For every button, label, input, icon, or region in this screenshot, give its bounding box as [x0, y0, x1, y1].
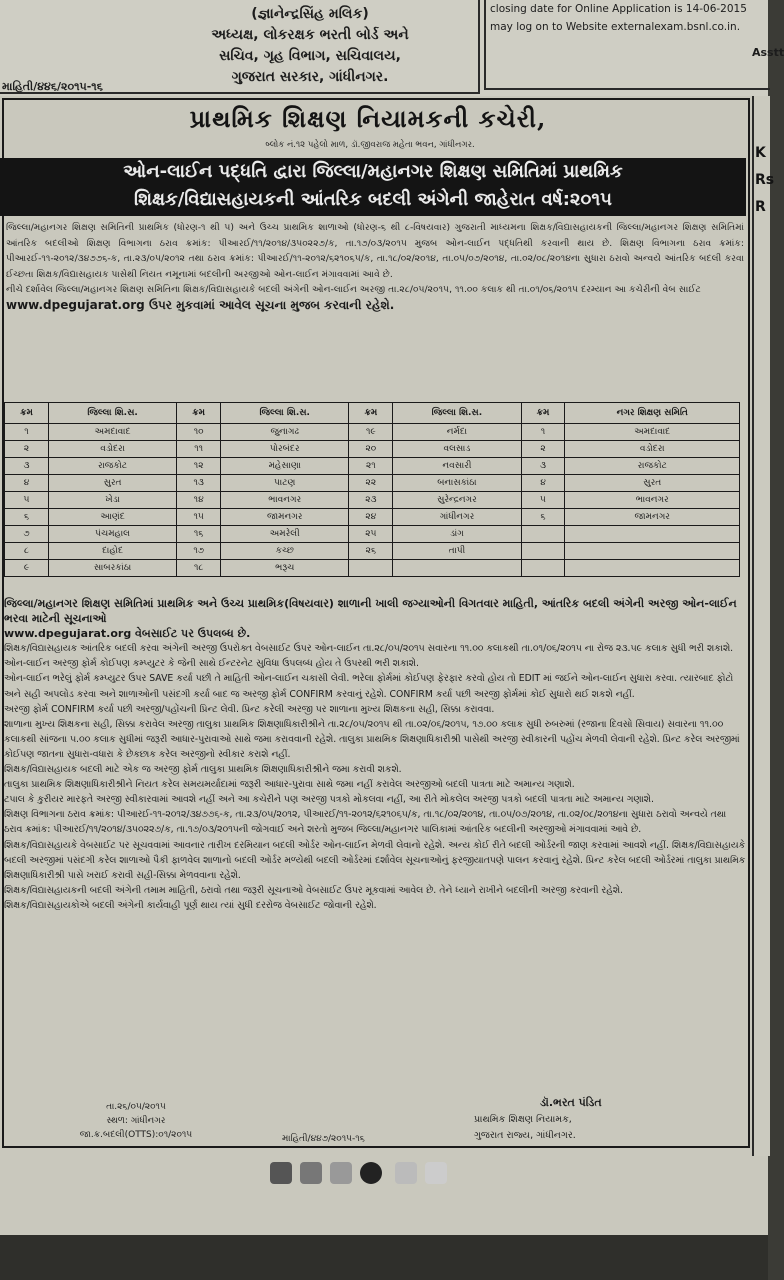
strip-letter-1: K [755, 145, 766, 161]
table-cell: નર્મદા [393, 424, 521, 441]
instruction-9: શિક્ષણ વિભાગના ઠરાવ ક્રમાંક: પીઆરઈ-૧૧-૨૦૧૨/૩૪૭૭૬-ક, તા.૨૩/૦૫/૨૦૧૨, પીઆરઈ/૧૧-૨૦૧૨/૬૨૧૦૬૫/ક, તા.૧૮/૦૨/૨૦૧૪, તા.૦૫/૦૭/૨૦૧૪, તા.૦૨/૦૮/૨૦૧૪ના સુધારા ઠરાવો અન્વયે તથા ઠરાવ ક્રમાંક: પીઆરઈ/૧૧/૨૦૧૪/૩૫૦૨૨૭/ક, તા.૧૭/૦૩/૨૦૧૫ની જોગવાઈ અને શરતો મુજબ જિલ્લા/મહાનગર પાલિકામાં આંતરિક બદલીની અરજીઓ મંગાવવામાં આવે છે. [4, 809, 727, 836]
table-cell: ૨ [5, 441, 49, 458]
table-cell: અમદાવાદ [48, 424, 176, 441]
adjacent-column-strip [752, 96, 770, 1156]
prev-line-3: સચિવ, ગૃહ વિભાગ, સચિવાલય, [219, 48, 401, 64]
registration-mark [270, 1162, 292, 1184]
table-row [5, 526, 740, 543]
table-row [5, 560, 740, 577]
banner-line-2: શિક્ષક/વિદ્યાસહાયકની આંતરિક બદલી અંગેની જાહેરાત વર્ષ:૨૦૧૫ [134, 189, 612, 210]
table-cell [521, 543, 565, 560]
instruction-1: જિલ્લા/મહાનગર શિક્ષણ સમિતિમાં પ્રાથમિક અને ઉચ્ચ પ્રાથમિક(વિષયવાર) શાળાની ખાલી જગ્યાઓની વિગતવાર માહિતી, આંતરિક બદલી અંગેની અરજી ઓન-લાઈન ભરવા માટેની સૂચનાઓ [4, 597, 737, 626]
table-cell: જામનગર [565, 509, 740, 526]
instruction-11: શિક્ષક/વિદ્યાસહાયકની બદલી અંગેની તમામ માહિતી, ઠરાવો તથા જરૂરી સૂચનાઓ વેબસાઈટ ઉપર મૂકવામાં આવેલ છે. તેને ધ્યાને રાખીને બદલીની અરજી કરવાની રહેશે. [4, 884, 623, 896]
table-cell: ૧૩ [177, 475, 221, 492]
table-row [5, 458, 740, 475]
notice-date: તા.૨૬/૦૫/૨૦૧૫ [106, 1102, 166, 1112]
table-cell: ૨૬ [349, 543, 393, 560]
notice-instructions [4, 596, 746, 913]
table-cell: ૯ [5, 560, 49, 577]
info-ref-number: માહિતી/૪૪૭/૨૦૧૫-૧૬ [282, 1134, 365, 1144]
prev-line-1: (જ્ઞાનેન્દ્રસિંહ મલિક) [251, 6, 369, 22]
table-cell: સુરત [565, 475, 740, 492]
table-cell: ગાંધીનગર [393, 509, 521, 526]
instruction-5: શાળાના મુખ્ય શિક્ષકના સહી, સિક્કા કરાવેલ અરજી તાલુકા પ્રાથમિક શિક્ષણાધિકારીશ્રીને તા.૨૮/૦૫/૨૦૧૫ થી તા.૦૨/૦૬/૨૦૧૫, ૧૭.૦૦ કલાક સુધી રુબરુમાં (રજાના દિવસો સિવાય) સવારના ૧૧.૦૦ કલાકથી સાંજના ૫.૦૦ કલાક સુધીમાં જરૂરી આધાર-પુરાવાઓ સાથે જમા કરાવવાની રહેશે. તાલુકા પ્રાથમિક શિક્ષણાધિકારીશ્રી પાસેથી અરજી સ્વીકારની પહોંચ મેળવી લેવાની રહેશે. પ્રિન્ટ કરેલ અરજીમાં કોઈપણ જાતના સુધારા-વધારા કે છેકછાક કરેલ અરજીનો સ્વીકાર કરાશે નહીં. [4, 718, 740, 760]
instruction-7: તાલુકા પ્રાથમિક શિક્ષણાધિકારીશ્રીને નિયત કરેલ સમયમર્યાદામાં જરૂરી આધાર-પુરાવા સાથે જમા નહીં કરાવેલ અરજીઓ બદલી પાત્રતા માટે અમાન્ય ગણાશે. [4, 779, 575, 791]
print-registration-marks [0, 1152, 768, 1192]
registration-mark [330, 1162, 352, 1184]
table-cell: ૪ [521, 475, 565, 492]
col-header: નગર શિક્ષણ સમિતિ [565, 403, 740, 424]
table-cell: ૧૭ [177, 543, 221, 560]
intro-paragraph-2: નીચે દર્શાવેલ જિલ્લા/મહાનગર શિક્ષણ સમિતિના શિક્ષક/વિદ્યાસહાયકે બદલી અંગેની ઓન-લાઈન અરજી તા.૨૮/૦૫/૨૦૧૫, ૧૧.૦૦ કલાક થી તા.૦૧/૦૬/૨૦૧૫ દરમ્યાન આ કચેરીની વેબ સાઈટ [6, 284, 701, 296]
prev-line-2: અધ્યક્ષ, લોકરક્ષક ભરતી બોર્ડ અને [211, 27, 409, 43]
table-cell: ૩ [5, 458, 49, 475]
table-cell: ૭ [5, 526, 49, 543]
col-header: જિલ્લા શિ.સ. [221, 403, 349, 424]
registration-mark [425, 1162, 447, 1184]
right-ad-line-1: closing date for Online Application is 14-06-2015 [490, 3, 747, 15]
right-ad-text [490, 0, 768, 36]
right-ad-line-2: may log on to Website externalexam.bsnl.co.in. [490, 21, 741, 33]
instruction-2: શિક્ષક/વિદ્યાસહાયક આંતરિક બદલી કરવા અંગેની અરજી ઉપરોક્ત વેબસાઈટ ઉપર ઓન-લાઈન તા.૨૮/૦૫/૨૦૧૫ સવારના ૧૧.૦૦ કલાકથી તા.૦૧/૦૬/૨૦૧૫ ના રોજ ૨૩.૫૯ કલાક સુધી ભરી શકાશે. ઓન-લાઈન અરજી ફોર્મ કોઈપણ કમ્પ્યુટર કે જેની સાથે ઈન્ટરનેટ સુવિધા ઉપલબ્ધ હોય તે ઉપરથી ભરી શકાશે. [4, 643, 734, 670]
table-cell: ૧૯ [349, 424, 393, 441]
designation-line-2: ગુજરાત રાજ્ય, ગાંધીનગર. [474, 1130, 576, 1141]
table-cell: પંચમહાલ [48, 526, 176, 543]
table-cell: ૫ [5, 492, 49, 509]
table-cell: પોરબંદર [221, 441, 349, 458]
table-cell: ૧૨ [177, 458, 221, 475]
registration-mark [300, 1162, 322, 1184]
col-header: ક્રમ [5, 403, 49, 424]
table-cell: મહેસાણા [221, 458, 349, 475]
table-cell: ખેડા [48, 492, 176, 509]
table-row [5, 543, 740, 560]
adjacent-column-letters [755, 140, 774, 221]
district-table [4, 402, 740, 577]
previous-notice-ref: માહિતી/૪૪૬/૨૦૧૫-૧૬ [2, 80, 103, 93]
table-cell: ૧ [5, 424, 49, 441]
right-ad-box [484, 0, 770, 90]
intro-website-line: www.dpegujarat.org ઉપર મુકવામાં આવેલ સૂચના મુજબ કરવાની રહેશે. [6, 297, 395, 312]
table-header-row [5, 403, 740, 424]
table-cell: ૨ [521, 441, 565, 458]
table-cell: નવસારી [393, 458, 521, 475]
table-cell: રાજકોટ [565, 458, 740, 475]
previous-notice-area [0, 0, 784, 96]
instruction-1-website: www.dpegujarat.org વેબસાઈટ પર ઉપલબ્ધ છે. [4, 627, 251, 641]
table-cell: જામનગર [221, 509, 349, 526]
designation-line-1: પ્રાથમિક શિક્ષણ નિયામક, [474, 1114, 572, 1125]
office-title: પ્રાથમિક શિક્ષણ નિયામકની કચેરી, [189, 104, 547, 133]
table-cell: ૨૧ [349, 458, 393, 475]
table-cell: ભાવનગર [565, 492, 740, 509]
table-cell: પાટણ [221, 475, 349, 492]
table-cell: ૩ [521, 458, 565, 475]
table-cell: ૧૧ [177, 441, 221, 458]
col-header: જિલ્લા શિ.સ. [393, 403, 521, 424]
table-cell: સાબરકાંઠા [48, 560, 176, 577]
table-row [5, 509, 740, 526]
table-cell: ૧૪ [177, 492, 221, 509]
previous-notice-signature [150, 4, 470, 88]
table-cell: ૮ [5, 543, 49, 560]
table-cell: ૨૩ [349, 492, 393, 509]
table-cell [521, 560, 565, 577]
table-cell [565, 560, 740, 577]
table-cell: ડાંગ [393, 526, 521, 543]
table-row [5, 441, 740, 458]
registration-mark [395, 1162, 417, 1184]
table-cell: ૬ [521, 509, 565, 526]
table-cell: તાપી [393, 543, 521, 560]
table-cell: ભરૂચ [221, 560, 349, 577]
table-cell: સુરેન્દ્રનગર [393, 492, 521, 509]
table-cell: સુરત [48, 475, 176, 492]
table-cell: ૧૫ [177, 509, 221, 526]
table-cell: અમદાવાદ [565, 424, 740, 441]
table-cell: અમરેલી [221, 526, 349, 543]
signer-name: ડૉ.ભરત પંડિત [540, 1096, 602, 1109]
table-cell: કચ્છ [221, 543, 349, 560]
col-header: ક્રમ [349, 403, 393, 424]
table-cell: ૬ [5, 509, 49, 526]
notice-ref-number: જા.ક્ર.બદલી(OTTS):૦૧/૨૦૧૫ [79, 1130, 193, 1140]
table-cell [565, 543, 740, 560]
background-edge [0, 1235, 768, 1280]
table-cell [565, 526, 740, 543]
right-ad-asst: Asstt [752, 46, 784, 59]
table-cell: વલસાડ [393, 441, 521, 458]
table-row [5, 475, 740, 492]
table-cell: જુનાગઢ [221, 424, 349, 441]
table-cell: ૧૦ [177, 424, 221, 441]
col-header: ક્રમ [177, 403, 221, 424]
office-address: બ્લોક નં.૧૨ પહેલો માળ, ડૉ.જીવરાજ મહેતા ભવન, ગાંધીનગર. [265, 140, 475, 150]
table-cell: ૫ [521, 492, 565, 509]
table-cell: ૧૮ [177, 560, 221, 577]
notice-date-block [36, 1100, 236, 1142]
table-cell: વડોદરા [48, 441, 176, 458]
instruction-4: અરજી ફોર્મ CONFIRM કર્યા પછી અરજી/પહોંચની પ્રિન્ટ લેવી. પ્રિન્ટ કરેલી અરજી પર શાળાના મુખ્ય શિક્ષકના સહી, સિક્કા કરાવવા. [4, 703, 495, 715]
table-cell [393, 560, 521, 577]
instruction-12: શિક્ષક/વિદ્યાસહાયકોએ બદલી અંગેની કાર્યવાહી પૂર્ણ થાય ત્યાં સુધી દરરોજ વેબસાઈટ જોવાની રહેશે. [4, 899, 377, 911]
table-cell: ૧ [521, 424, 565, 441]
col-header: ક્રમ [521, 403, 565, 424]
instruction-8: ટપાલ કે કુરીયર મારફતે અરજી સ્વીકારવામાં આવશે નહીં અને આ કચેરીને પણ અરજી પત્રકો મોકલવા નહીં, આ રીતે મોકલેલ અરજી પત્રકો બદલી પાત્રતા માટે અમાન્ય ગણાશે. [4, 794, 654, 806]
signer-designation [474, 1112, 704, 1144]
notice-intro [6, 220, 744, 314]
instruction-10: શિક્ષક/વિદ્યાસહાયકે વેબસાઈટ પર સૂચવવામાં આવનાર તારીખ દરમિયાન બદલી ઓર્ડર ઓન-લાઈન મેળવી લેવાનો રહેશે. અન્ય કોઈ રીતે બદલી ઓર્ડરની જાણ કરવામાં આવશે નહીં. શિક્ષક/વિદ્યાસહાયકે બદલી અરજીમાં પસંદગી કરેલ શાળાઓ પૈકી ફાળવેલ શાળાનો બદલી ઓર્ડર મળ્યેથી બદલી ઓર્ડરમાં દર્શાવેલ સૂચનાઓનું ફરજીયાતપણે પાલન કરવાનું રહેશે. પ્રિન્ટ કરેલ બદલી ઓર્ડરમાં તાલુકા પ્રાથમિક શિક્ષણાધિકારીશ્રી પાસે ખરાઈ કરાવી સહી-સિક્કા મેળવવાના રહેશે. [4, 839, 746, 881]
table-cell: રાજકોટ [48, 458, 176, 475]
table-cell: ૧૬ [177, 526, 221, 543]
strip-letter-3: R [755, 199, 766, 215]
notice-place: સ્થળ: ગાંધીનગર [106, 1116, 166, 1126]
table-cell: ૨૫ [349, 526, 393, 543]
col-header: જિલ્લા શિ.સ. [48, 403, 176, 424]
table-cell: ૨૪ [349, 509, 393, 526]
strip-letter-2: Rs [755, 172, 775, 188]
table-cell [521, 526, 565, 543]
registration-mark [360, 1162, 382, 1184]
banner-line-1: ઓન-લાઈન પદ્ધતિ દ્વારા જિલ્લા/મહાનગર શિક્ષણ સમિતિમાં પ્રાથમિક [123, 161, 623, 182]
table-cell: આણંદ [48, 509, 176, 526]
intro-paragraph-1: જિલ્લા/મહાનગર શિક્ષણ સમિતિની પ્રાથમિક (ધોરણ-૧ થી ૫) અને ઉચ્ચ પ્રાથમિક શાળાઓ (ધોરણ-૬ થી ૮-વિષયવાર) ગુજરાતી માધ્યમના શિક્ષક/વિદ્યાસહાયકની જિલ્લા/મહાનગર શિક્ષણ સમિતિમાં આંતરિક બદલીઓ શિક્ષણ વિભાગના ઠરાવ ક્રમાંક: પીઆરઈ/૧૧/૨૦૧૪/૩૫૦૨૨૭/ક, તા.૧૭/૦૩/૨૦૧૫ મુજબ ઓન-લાઈન પદ્ધતિથી કરવાની થાય છે. શિક્ષણ વિભાગના ઠરાવ ક્રમાંક: પીઆરઈ-૧૧-૨૦૧૨/૩૪૭૭૬-ક, તા.૨૩/૦૫/૨૦૧૨ તથા ઠરાવ ક્રમાંક: પીઆરઈ/૧૧-૨૦૧૨/૬૨૧૦૬૫/ક, તા.૧૮/૦૨/૨૦૧૪, તા.૦૫/૦૭/૨૦૧૪, તા.૦૨/૦૮/૨૦૧૪ના સુધારા ઠરાવો અન્વયે આંતરિક બદલી કરવા ઈચ્છતા શિક્ષક/વિદ્યાસહાયક પાસેથી નિયત નમૂનામાં બદલીની અરજીઓ ઓન-લાઈન મંગાવવામાં આવે છે. [6, 222, 744, 280]
instruction-6: શિક્ષક/વિદ્યાસહાયક બદલી માટે એક જ અરજી ફોર્મ તાલુકા પ્રાથમિક શિક્ષણાધિકારીશ્રીને જમા કરાવી શકશે. [4, 764, 402, 776]
table-cell: ૪ [5, 475, 49, 492]
table-row [5, 492, 740, 509]
table-cell: વડોદરા [565, 441, 740, 458]
table-cell: ૨૨ [349, 475, 393, 492]
table-cell: બનાસકાંઠા [393, 475, 521, 492]
table-row [5, 424, 740, 441]
table-cell: દાહોદ [48, 543, 176, 560]
notice-banner [0, 158, 746, 216]
table-cell [349, 560, 393, 577]
table-cell: ૨૦ [349, 441, 393, 458]
previous-notice-box [0, 0, 480, 94]
instruction-3: ઓન-લાઈન ભરેલું ફોર્મ કમ્પ્યુટર ઉપર SAVE કર્યા પછી તે માહિતી ઓન-લાઈન ચકાસી લેવી. ભરેલા ફોર્મમાં કોઈપણ ફેરફાર કરવો હોય તો EDIT માં જઈને ઓન-લાઈન સુધારા કરવા. ત્યારબાદ ફોટો અને સહી અપલોડ કરવા અને શાળાઓની પસંદગી કર્યા બાદ જ અરજી ફોર્મ CONFIRM કરવાનું રહેશે. CONFIRM કર્યા પછી અરજી ફોર્મમાં કોઈ સુધારો થઈ શકશે નહીં. [4, 673, 734, 700]
table-cell: ભાવનગર [221, 492, 349, 509]
prev-line-4: ગુજરાત સરકાર, ગાંધીનગર. [231, 69, 389, 85]
